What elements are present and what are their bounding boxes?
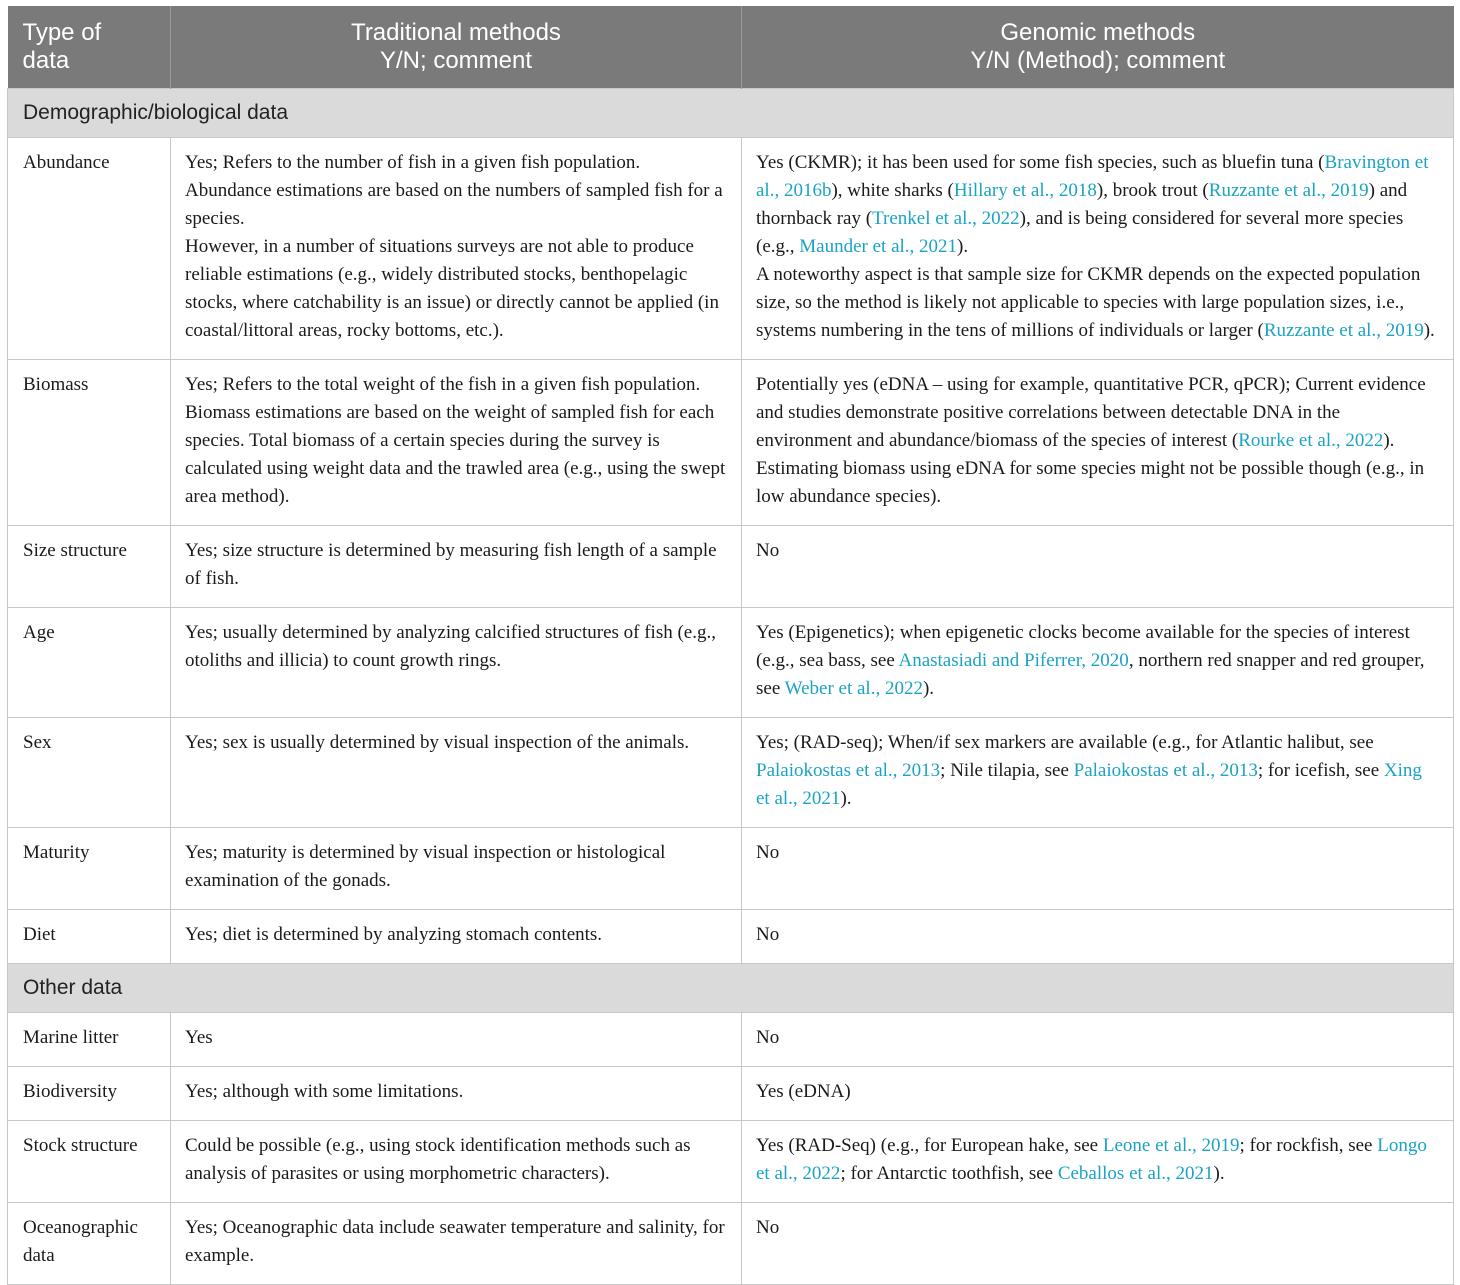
traditional-methods-cell [171, 910, 742, 964]
genomic-methods-cell [742, 1203, 1454, 1285]
table-row [8, 828, 1454, 910]
table-row [8, 1013, 1454, 1067]
table-header [8, 6, 1454, 89]
cell-paragraph [756, 921, 1439, 949]
table-row [8, 608, 1454, 718]
cell-paragraph [756, 261, 1439, 345]
cell-text: ; Nile tilapia, see [940, 760, 1074, 781]
cell-text: Yes (CKMR); it has been used for some fish species, such as bluefin tuna ( [756, 152, 1325, 173]
citation-link[interactable]: Maunder et al., 2021 [799, 236, 958, 257]
section-row [8, 89, 1454, 138]
data-type-cell: Abundance [8, 138, 171, 360]
header-genomic-methods: Genomic methods Y/N (Method); comment [742, 6, 1454, 89]
table-row [8, 910, 1454, 964]
cell-text: ; for Antarctic toothfish, see [840, 1163, 1058, 1184]
table-row [8, 138, 1454, 360]
cell-text: No [756, 842, 780, 863]
cell-paragraph [185, 233, 727, 345]
table-row [8, 1121, 1454, 1203]
table-row [8, 718, 1454, 828]
cell-paragraph [185, 619, 727, 675]
traditional-methods-cell [171, 1067, 742, 1121]
data-type-cell: Maturity [8, 828, 171, 910]
cell-text: Could be possible (e.g., using stock identification methods such as analysis of parasites or using morphometric characters). [185, 1135, 691, 1184]
cell-paragraph [756, 729, 1439, 813]
cell-paragraph [756, 1132, 1439, 1188]
genomic-methods-cell [742, 608, 1454, 718]
cell-paragraph [756, 839, 1439, 867]
citation-link[interactable]: Palaiokostas et al., 2013 [1073, 760, 1258, 781]
cell-text: However, in a number of situations surveys are not able to produce reliable estimations (e.g., widely distributed stocks, benthopelagic stocks, where catchability is an issue) or directly cannot be applied (in coastal/littoral areas, rocky bottoms, etc.). [185, 236, 719, 341]
section-title: Demographic/biological data [8, 89, 1454, 138]
table-body [8, 89, 1454, 1285]
cell-paragraph [185, 1078, 727, 1106]
cell-text: No [756, 1027, 780, 1048]
cell-text: No [756, 1217, 780, 1238]
table-row [8, 360, 1454, 526]
cell-text: Yes; diet is determined by analyzing stomach contents. [185, 924, 603, 945]
data-type-cell: Sex [8, 718, 171, 828]
cell-text: Yes; Oceanographic data include seawater temperature and salinity, for example. [185, 1217, 725, 1266]
cell-paragraph [185, 537, 727, 593]
citation-link[interactable]: Bravington et al., 2016b [756, 152, 1429, 201]
methods-comparison-table [7, 6, 1454, 1285]
cell-text: Yes; Refers to the number of fish in a given fish population. Abundance estimations are based on the numbers of sampled fish for a species. [185, 152, 723, 229]
cell-text: ) and thornback ray ( [756, 180, 1408, 229]
data-type-cell: Size structure [8, 526, 171, 608]
citation-link[interactable]: Anastasiadi and Piferrer, 2020 [898, 650, 1129, 671]
genomic-methods-cell [742, 718, 1454, 828]
citation-link[interactable]: Weber et al., 2022 [784, 678, 923, 699]
citation-link[interactable]: Xing et al., 2021 [756, 760, 1422, 809]
table-row [8, 1067, 1454, 1121]
cell-text: Yes; although with some limitations. [185, 1081, 464, 1102]
traditional-methods-cell [171, 360, 742, 526]
cell-text: Yes; size structure is determined by measuring fish length of a sample of fish. [185, 540, 717, 589]
cell-text: ). [922, 678, 935, 699]
traditional-methods-cell [171, 828, 742, 910]
cell-text: Yes; (RAD-seq); When/if sex markers are available (e.g., for Atlantic halibut, see [756, 732, 1374, 753]
cell-text: No [756, 540, 780, 561]
traditional-methods-cell [171, 718, 742, 828]
section-title: Other data [8, 964, 1454, 1013]
cell-paragraph [756, 371, 1439, 511]
genomic-methods-cell [742, 1013, 1454, 1067]
cell-text: ), brook trout ( [1096, 180, 1209, 201]
cell-paragraph [185, 1024, 727, 1052]
traditional-methods-cell [171, 1121, 742, 1203]
cell-text: Yes; usually determined by analyzing calcified structures of fish (e.g., otoliths and illicia) to count growth rings. [185, 622, 716, 671]
cell-text: ), and is being considered for several more species (e.g., [756, 208, 1404, 257]
cell-paragraph [185, 371, 727, 511]
genomic-methods-cell [742, 526, 1454, 608]
genomic-methods-cell [742, 910, 1454, 964]
cell-text: Yes [185, 1027, 213, 1048]
data-type-cell: Oceanographic data [8, 1203, 171, 1285]
citation-link[interactable]: Palaiokostas et al., 2013 [756, 760, 941, 781]
table-row [8, 1203, 1454, 1285]
header-type-of-data: Type of data [8, 6, 171, 89]
citation-link[interactable]: Hillary et al., 2018 [953, 180, 1097, 201]
cell-paragraph [756, 1214, 1439, 1242]
data-type-cell: Age [8, 608, 171, 718]
cell-text: Potentially yes (eDNA – using for example, quantitative PCR, qPCR); Current evidence and studies demonstrate positive correlations between detectable DNA in the environment and abundance/biomass of the species of interest ( [756, 374, 1426, 451]
data-type-cell: Biomass [8, 360, 171, 526]
cell-paragraph [185, 921, 727, 949]
cell-paragraph [185, 729, 727, 757]
citation-link[interactable]: Leone et al., 2019 [1102, 1135, 1240, 1156]
citation-link[interactable]: Longo et al., 2022 [756, 1135, 1427, 1184]
cell-text: Yes (RAD-Seq) (e.g., for European hake, see [756, 1135, 1103, 1156]
cell-paragraph [756, 1078, 1439, 1106]
traditional-methods-cell [171, 1203, 742, 1285]
cell-text: ; for rockfish, see [1239, 1135, 1378, 1156]
cell-paragraph [185, 839, 727, 895]
cell-text: ). [1213, 1163, 1225, 1184]
section-row [8, 964, 1454, 1013]
citation-link[interactable]: Ruzzante et al., 2019 [1208, 180, 1369, 201]
genomic-methods-cell [742, 360, 1454, 526]
data-type-cell: Marine litter [8, 1013, 171, 1067]
cell-paragraph [756, 1024, 1439, 1052]
citation-link[interactable]: Rourke et al., 2022 [1238, 430, 1384, 451]
data-type-cell: Diet [8, 910, 171, 964]
cell-text: ; for icefish, see [1257, 760, 1384, 781]
cell-paragraph [756, 149, 1439, 261]
cell-text: ). Estimating biomass using eDNA for some species might not be possible though (e.g., in low abundance species). [756, 430, 1425, 507]
cell-text: Yes; maturity is determined by visual inspection or histological examination of the gonads. [185, 842, 666, 891]
cell-paragraph [185, 149, 727, 233]
genomic-methods-cell [742, 828, 1454, 910]
citation-link[interactable]: Trenkel et al., 2022 [872, 208, 1020, 229]
data-type-cell: Stock structure [8, 1121, 171, 1203]
genomic-methods-cell [742, 1067, 1454, 1121]
cell-text: ). [957, 236, 969, 257]
table-row [8, 526, 1454, 608]
genomic-methods-cell [742, 1121, 1454, 1203]
cell-text: Yes (Epigenetics); when epigenetic clocks become available for the species of interest (e.g., sea bass, see [756, 622, 1410, 671]
cell-text: No [756, 924, 780, 945]
traditional-methods-cell [171, 138, 742, 360]
cell-paragraph [185, 1132, 727, 1188]
cell-text: ). [840, 788, 852, 809]
cell-paragraph [756, 537, 1439, 565]
cell-text: Yes; Refers to the total weight of the fish in a given fish population. Biomass estimations are based on the weight of sampled fish for each species. Total biomass of a certain species during the survey is calculated using weight data and the trawled area (e.g., using the swept area method). [185, 374, 726, 507]
citation-link[interactable]: Ruzzante et al., 2019 [1263, 320, 1424, 341]
citation-link[interactable]: Ceballos et al., 2021 [1057, 1163, 1214, 1184]
cell-text: Yes; sex is usually determined by visual inspection of the animals. [185, 732, 690, 753]
data-type-cell: Biodiversity [8, 1067, 171, 1121]
cell-text: ). [1423, 320, 1435, 341]
cell-text: ), white sharks ( [831, 180, 954, 201]
traditional-methods-cell [171, 526, 742, 608]
header-traditional-methods: Traditional methods Y/N; comment [171, 6, 742, 89]
cell-paragraph [756, 619, 1439, 703]
cell-text: A noteworthy aspect is that sample size for CKMR depends on the expected population size, so the method is likely not applicable to species with large population sizes, i.e., systems numbering in the tens of millions of individuals or larger ( [756, 264, 1421, 341]
traditional-methods-cell [171, 608, 742, 718]
genomic-methods-cell [742, 138, 1454, 360]
traditional-methods-cell [171, 1013, 742, 1067]
cell-text: , northern red snapper and red grouper, see [756, 650, 1425, 699]
cell-text: Yes (eDNA) [756, 1081, 851, 1102]
